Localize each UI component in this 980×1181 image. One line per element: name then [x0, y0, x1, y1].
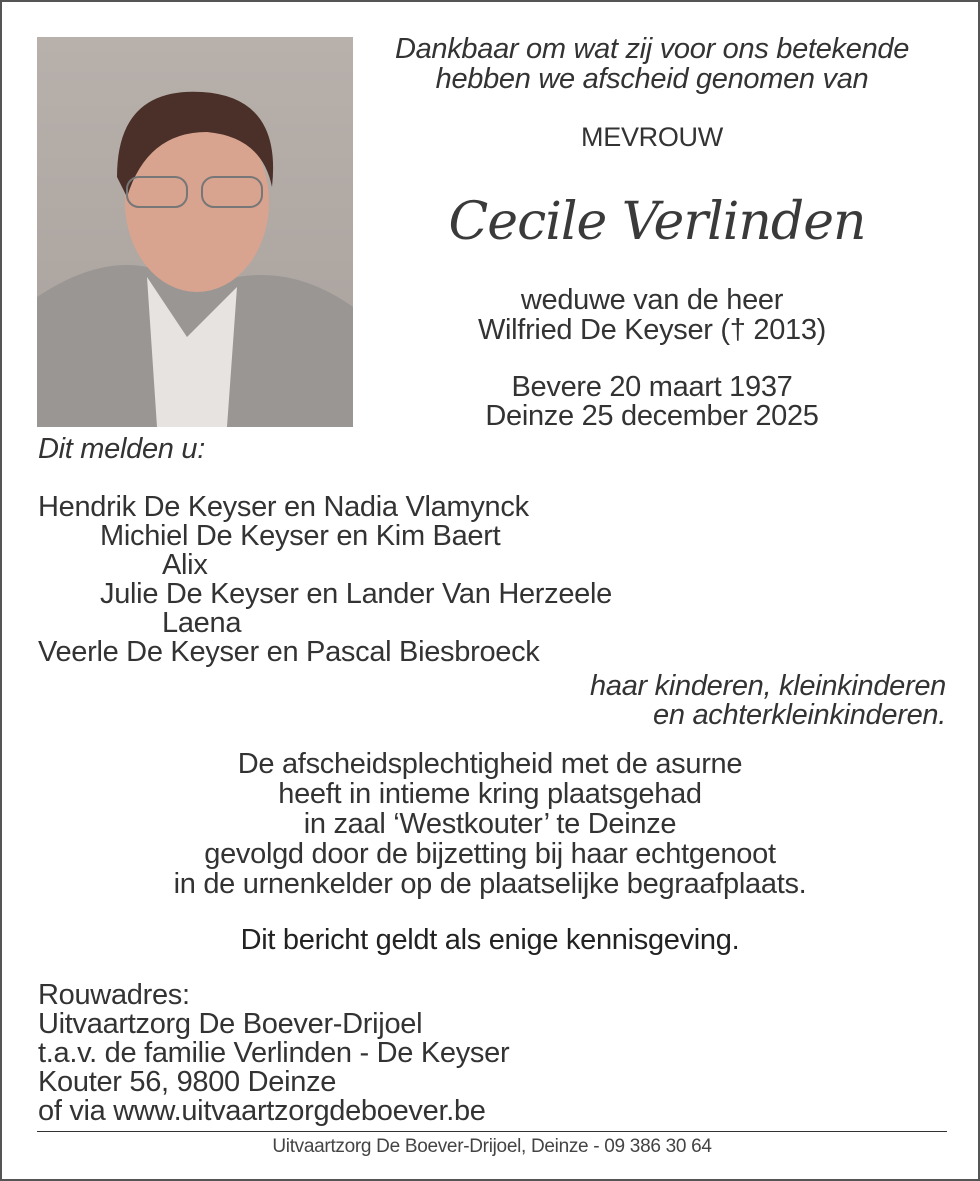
ceremony-line: heeft in intieme kring plaatsgehad	[278, 778, 702, 810]
family-line: Michiel De Keyser en Kim Baert	[100, 520, 501, 552]
relation-line: haar kinderen, kleinkinderen	[590, 670, 946, 702]
portrait-photo	[37, 37, 353, 427]
address-line: Kouter 56, 9800 Deinze	[38, 1066, 337, 1098]
notice: Dit bericht geldt als enige kennisgeving.	[240, 924, 740, 956]
address-line: t.a.v. de familie Verlinden - De Keyser	[38, 1037, 510, 1069]
address-line: Rouwadres:	[38, 979, 190, 1011]
address-line: Uitvaartzorg De Boever-Drijoel	[38, 1008, 423, 1040]
birth-date: Bevere 20 maart 1937	[511, 371, 793, 403]
intro-line: hebben we afscheid genomen van	[435, 63, 869, 95]
announce-label: Dit melden u:	[38, 433, 205, 465]
family-line: Laena	[162, 607, 242, 639]
divider	[37, 1131, 947, 1132]
ceremony-line: in zaal ‘Westkouter’ te Deinze	[303, 808, 677, 840]
website-line[interactable]: of via www.uitvaartzorgdeboever.be	[38, 1095, 486, 1127]
title: MEVROUW	[581, 122, 723, 152]
ceremony-line: De afscheidsplechtigheid met de asurne	[237, 748, 743, 780]
relation-line: en achterkleinkinderen.	[653, 699, 946, 731]
intro-line: Dankbaar om wat zij voor ons betekende	[394, 33, 910, 65]
spouse-line: weduwe van de heer	[520, 284, 784, 316]
footer: Uitvaartzorg De Boever-Drijoel, Deinze - 09 386 30 64	[272, 1136, 712, 1157]
ceremony-line: in de urnenkelder op de plaatselijke begraafplaats.	[173, 868, 807, 900]
family-line: Hendrik De Keyser en Nadia Vlamynck	[38, 491, 529, 523]
family-line: Julie De Keyser en Lander Van Herzeele	[100, 578, 612, 610]
deceased-name: Cecile Verlinden	[448, 192, 866, 252]
family-line: Alix	[162, 549, 208, 581]
spouse-line: Wilfried De Keyser († 2013)	[477, 314, 827, 346]
death-date: Deinze 25 december 2025	[485, 400, 819, 432]
ceremony-line: gevolgd door de bijzetting bij haar echtgenoot	[204, 838, 776, 870]
family-line: Veerle De Keyser en Pascal Biesbroeck	[38, 636, 540, 668]
